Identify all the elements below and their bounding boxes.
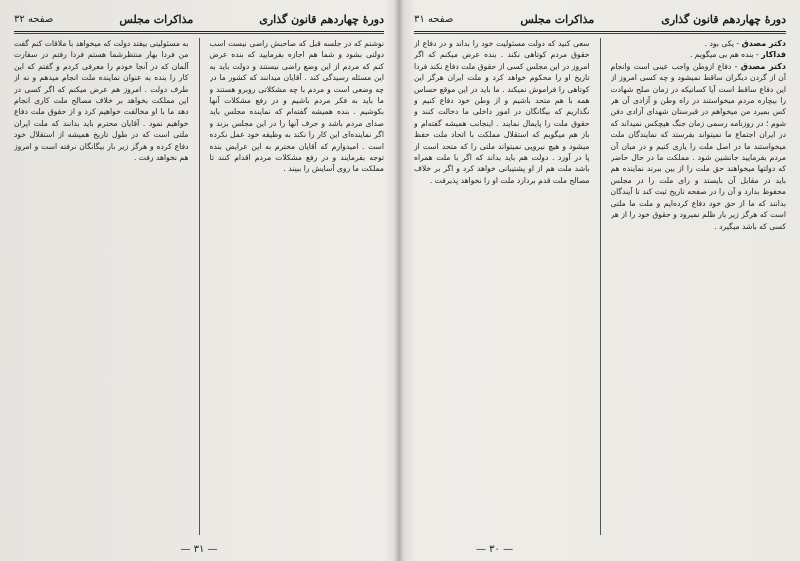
header-page-number: صفحه ۳۲ <box>14 13 54 25</box>
header-page-number: صفحه ۳۱ <box>414 13 454 25</box>
paragraph-text: به مسئولیتی بیفتد دولت که میخواهد با ملاقات کنم گفت من فردا بهار منتظرشما هستم فردا رفتم در سفارت آلمان که در آنجا خودم را معرفی کردم و گفتم که این کار را بنده به عنوان نماینده ملت انجام میدهم و نه از طرف دولت . امروز هم عرض میکنم که اگر کسی در این مملکت بخواهد بر خلاف مصالح ملت کاری انجام دهد ما با او مخالفت خواهیم کرد و از حقوق ملت دفاع خواهیم نمود . آقایان محترم باید بدانند که ملت ایران ملتی است که در طول تاریخ همیشه از استقلال خود دفاع کرده و هرگز زیر بار بیگانگان نرفته است و امروز هم نخواهد رفت . <box>14 39 189 163</box>
page-header <box>14 8 384 30</box>
header-session-title: دورهٔ چهاردهم قانون گذاری <box>259 12 384 26</box>
column-divider <box>199 38 200 535</box>
speaker-line <box>611 61 787 232</box>
header-rule-secondary <box>14 33 384 34</box>
text-columns <box>414 38 786 535</box>
speaker-name: فداکار <box>761 50 786 60</box>
header-proceedings-title: مذاکرات مجلس <box>520 12 595 26</box>
speaker-text: - بنده هم بی میگویم . <box>689 50 759 60</box>
paragraph <box>414 38 590 186</box>
speaker-name: دکتر مصدق <box>741 39 786 48</box>
page-32 <box>6 0 392 561</box>
speaker-name: دکتر مصدق <box>740 61 786 71</box>
header-rule-secondary <box>414 33 786 34</box>
speaker-line <box>611 49 787 60</box>
book-gutter <box>394 0 404 561</box>
header-proceedings-title: مذاکرات مجلس <box>119 12 194 26</box>
page-footer-number: — ۳۱ — <box>180 544 218 555</box>
column-left <box>414 38 590 535</box>
page-31 <box>406 0 794 561</box>
paragraph-text: نوشتم که در جلسه قبل که صاحبش راضی نیست اسب دولتی بشود و شما هم اجازه بفرمایید که بنده عرض کنم که مردم از این وضع راضی نیستند و دولت باید به این مسئله رسیدگی کند . آقایان میدانند که کشور ما در چه وضعی است و مردم با چه مشکلاتی روبرو هستند و ما باید به فکر مردم باشیم و در رفع مشکلات آنها بکوشیم . بنده همیشه گفته‌ام که نماینده مجلس باید صدای مردم باشد و حرف آنها را در این مجلس بزند و اگر نماینده‌ای این کار را نکند به وظیفه خود عمل نکرده است . امیدوارم که آقایان محترم به این عرایض بنده توجه بفرمایند و در رفع مشکلات مردم اقدام کنند تا مملکت ما روی آسایش را ببیند . <box>209 39 384 174</box>
header-rule <box>414 31 786 32</box>
speaker-line <box>611 38 787 49</box>
column-right <box>210 38 385 535</box>
text-columns <box>14 38 384 535</box>
paragraph-text: سعی کنید که دولت مسئولیت خود را بداند و در دفاع از حقوق مردم کوتاهی نکند . بنده عرض میکنم که اگر امروز در این مجلس کسی از حقوق ملت دفاع نکند فردا تاریخ او را محکوم خواهد کرد و ملت ایران هرگز این کوتاهی را فراموش نمیکند . ما باید در این موقع حساس همه با هم متحد باشیم و از وطن خود دفاع کنیم و نگذاریم که بیگانگان در امور داخلی ما دخالت کنند و حقوق ملت را پایمال نمایند . اینجانب همیشه گفته‌ام و باز هم میگویم که استقلال مملکت با اتحاد ملت حفظ میشود و هیچ نیرویی نمیتواند ملتی را که متحد است از پا در آورد . دولت هم باید بداند که اگر با ملت همراه باشد ملت هم از او پشتیبانی خواهد کرد و اگر بر خلاف مصالح ملت قدم بردارد ملت او را نخواهد پذیرفت . <box>414 39 590 185</box>
paragraph <box>210 38 385 175</box>
header-session-title: دورهٔ چهاردهم قانون گذاری <box>661 12 786 26</box>
page-footer-number: — ۳۰ — <box>476 544 514 555</box>
column-divider <box>600 38 601 535</box>
speaker-text: - یکی بود . <box>704 39 740 48</box>
column-right <box>611 38 787 535</box>
paragraph <box>14 38 189 163</box>
header-rule <box>14 31 384 32</box>
speaker-text: - دفاع ازوطن واجب عینی است وانجام آن از گردن دیگران ساقط نمیشود و چه کسی امروز از این دفاع ساقط است آیا کسانیکه در زمان صلح شهادت را بیچاره مردم میخواستند در راه وطن و آزادی آن هر کس بمیرد من میخواهم در قبرستان شهدای آزادی دفن شوم ؛ در روزنامه رسمی زمان جنگ هیچکس نمیداند که در ایران اجتماع ما نمیتواند بفرستد که نمایندگان ملت میخواستند ما در اصل ملت را یاری کنیم و در میان آن مردم بفرمایید جانشین شود . مملکت ما در حال حاضر که دولتها میخواهند حق ملت را از بین ببرند نماینده هم باید در مقابل آن بایستد و رای ملت را در مجلس محفوظ بدارد و آن را در صفحه تاریخ ثبت کند تا آیندگان بدانند که ما از حق خود دفاع کرده‌ایم و ملت ما ملتی است که هرگز زیر بار ظلم نمیرود و حقوق خود را از هر کسی که باشد میگیرد . <box>610 61 786 231</box>
column-left <box>14 38 189 535</box>
page-header <box>414 8 786 30</box>
